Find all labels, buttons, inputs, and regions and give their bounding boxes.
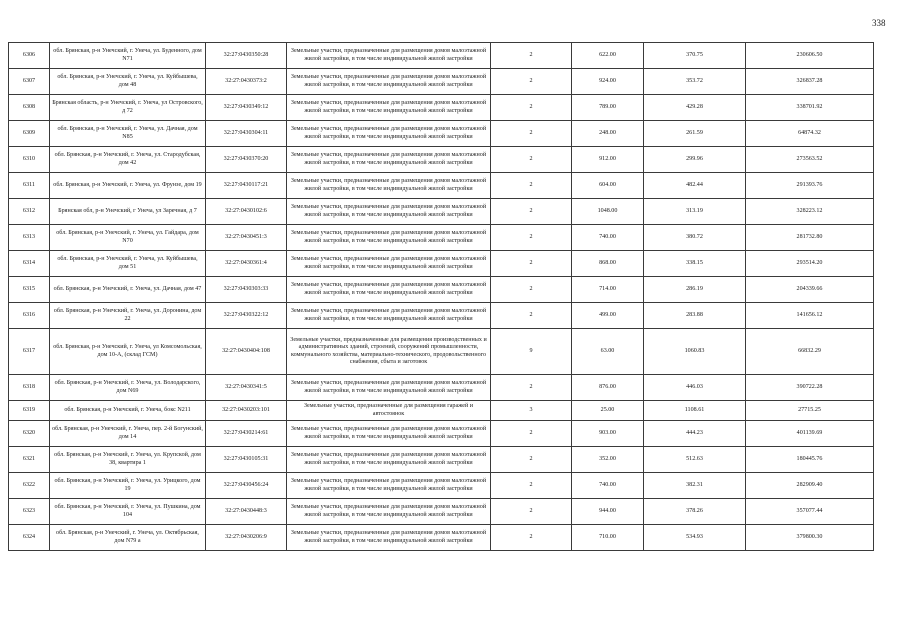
table-row [9,329,874,375]
land-use-cell: Земельные участки, предназначенные для размещения домов малоэтажной жилой застройки, в том числе индивидуальной жилой застройки [287,173,491,199]
area-cell: 714.00 [572,277,644,303]
land-use-cell: Земельные участки, предназначенные для размещения домов малоэтажной жилой застройки, в том числе индивидуальной жилой застройки [287,251,491,277]
land-use-cell: Земельные участки, предназначенные для размещения домов малоэтажной жилой застройки, в том числе индивидуальной жилой застройки [287,69,491,95]
table-row [9,121,874,147]
specific-value-cell: 380.72 [644,225,746,251]
address-cell: обл. Брянская, р-н Унечский, г. Унеча, ул. Урицкого, дом 19 [50,473,206,499]
area-cell: 499.00 [572,303,644,329]
specific-value-cell: 429.28 [644,95,746,121]
land-use-cell: Земельные участки, предназначенные для размещения домов малоэтажной жилой застройки, в том числе индивидуальной жилой застройки [287,147,491,173]
row-number-cell: 6323 [9,499,50,525]
use-group-cell: 2 [491,95,572,121]
cadastral-number-cell: 32:27:0430370:20 [206,147,287,173]
row-number-cell: 6314 [9,251,50,277]
land-use-cell: Земельные участки, предназначенные для размещения домов малоэтажной жилой застройки, в том числе индивидуальной жилой застройки [287,375,491,401]
cadastral-number-cell: 32:27:0430373:2 [206,69,287,95]
address-cell: обл. Брянская, р-н Унечский, г. Унеча, ул. Буденного, дом N71 [50,43,206,69]
cadastral-number-cell: 32:27:0430303:33 [206,277,287,303]
use-group-cell: 2 [491,421,572,447]
cadastral-value-cell: 64874.32 [746,121,874,147]
land-use-cell: Земельные участки, предназначенные для размещения домов малоэтажной жилой застройки, в том числе индивидуальной жилой застройки [287,303,491,329]
land-use-cell: Земельные участки, предназначенные для размещения домов малоэтажной жилой застройки, в том числе индивидуальной жилой застройки [287,43,491,69]
specific-value-cell: 444.23 [644,421,746,447]
specific-value-cell: 446.03 [644,375,746,401]
address-cell: обл. Брянская, р-н Унечский, г. Унеча, ул. Куйбышева, дом 48 [50,69,206,95]
row-number-cell: 6318 [9,375,50,401]
cadastral-number-cell: 32:27:0430322:12 [206,303,287,329]
specific-value-cell: 534.93 [644,525,746,551]
cadastral-value-cell: 326837.28 [746,69,874,95]
table-row [9,173,874,199]
specific-value-cell: 338.15 [644,251,746,277]
table-row [9,251,874,277]
cadastral-number-cell: 32:27:0430349:12 [206,95,287,121]
address-cell: обл. Брянская, р-н Унечский, г. Унеча, ул. Крупской, дом 38, квартира 1 [50,447,206,473]
row-number-cell: 6312 [9,199,50,225]
cadastral-value-cell: 328223.12 [746,199,874,225]
row-number-cell: 6307 [9,69,50,95]
cadastral-value-cell: 66832.29 [746,329,874,375]
area-cell: 622.00 [572,43,644,69]
address-cell: обл. Брянская, р-н Унечский, г. Унеча, ул. Стародубская, дом 42 [50,147,206,173]
use-group-cell: 2 [491,147,572,173]
area-cell: 789.00 [572,95,644,121]
cadastral-number-cell: 32:27:0430206:9 [206,525,287,551]
cadastral-value-cell: 291393.76 [746,173,874,199]
land-use-cell: Земельные участки, предназначенные для размещения производственных и административных зданий, строений, сооружений промышленности, коммунального хозяйства, материально-технического, продовольственного снабжения, сбыта и заготовок [287,329,491,375]
table-body [9,43,874,551]
cadastral-value-cell: 401139.69 [746,421,874,447]
row-number-cell: 6311 [9,173,50,199]
land-use-cell: Земельные участки, предназначенные для размещения домов малоэтажной жилой застройки, в том числе индивидуальной жилой застройки [287,199,491,225]
specific-value-cell: 353.72 [644,69,746,95]
address-cell: обл. Брянская, р-н Унечский, г. Унеча, ул. Дачная, дом N85 [50,121,206,147]
row-number-cell: 6320 [9,421,50,447]
specific-value-cell: 261.59 [644,121,746,147]
land-use-cell: Земельные участки, предназначенные для размещения домов малоэтажной жилой застройки, в том числе индивидуальной жилой застройки [287,473,491,499]
cadastral-number-cell: 32:27:0430102:6 [206,199,287,225]
area-cell: 710.00 [572,525,644,551]
cadastral-value-cell: 293514.20 [746,251,874,277]
table-row [9,421,874,447]
table-row [9,199,874,225]
use-group-cell: 2 [491,303,572,329]
land-use-cell: Земельные участки, предназначенные для размещения гаражей и автостоянок [287,401,491,421]
use-group-cell: 2 [491,525,572,551]
address-cell: обл. Брянская, р-н Унечский, г. Унеча, ул. Дачная, дом 47 [50,277,206,303]
cadastral-number-cell: 32:27:0430361:4 [206,251,287,277]
specific-value-cell: 283.88 [644,303,746,329]
table-row [9,375,874,401]
use-group-cell: 9 [491,329,572,375]
row-number-cell: 6313 [9,225,50,251]
land-use-cell: Земельные участки, предназначенные для размещения домов малоэтажной жилой застройки, в том числе индивидуальной жилой застройки [287,421,491,447]
area-cell: 1048.00 [572,199,644,225]
address-cell: обл. Брянская, р-н Унечский, г. Унеча, пер. 2-й Богунский, дом 14 [50,421,206,447]
cadastral-number-cell: 32:27:0430341:5 [206,375,287,401]
address-cell: обл. Брянская, р-н Унечский, г. Унеча, ул. Куйбышева, дом 51 [50,251,206,277]
address-cell: Брянская обл, р-н Унечский, г Унеча, ул Заречная, д 7 [50,199,206,225]
use-group-cell: 2 [491,277,572,303]
cadastral-number-cell: 32:27:0430203:101 [206,401,287,421]
specific-value-cell: 313.19 [644,199,746,225]
cadastral-value-cell: 204339.66 [746,277,874,303]
area-cell: 912.00 [572,147,644,173]
land-use-cell: Земельные участки, предназначенные для размещения домов малоэтажной жилой застройки, в том числе индивидуальной жилой застройки [287,499,491,525]
specific-value-cell: 1108.61 [644,401,746,421]
area-cell: 604.00 [572,173,644,199]
address-cell: обл. Брянская, р-н Унечский, г. Унеча, ул Комсомольская, дом 10-А, (склад ГСМ) [50,329,206,375]
use-group-cell: 2 [491,447,572,473]
cadastral-value-cell: 230606.50 [746,43,874,69]
land-use-cell: Земельные участки, предназначенные для размещения домов малоэтажной жилой застройки, в том числе индивидуальной жилой застройки [287,447,491,473]
land-use-cell: Земельные участки, предназначенные для размещения домов малоэтажной жилой застройки, в том числе индивидуальной жилой застройки [287,121,491,147]
row-number-cell: 6315 [9,277,50,303]
land-use-cell: Земельные участки, предназначенные для размещения домов малоэтажной жилой застройки, в том числе индивидуальной жилой застройки [287,525,491,551]
cadastral-value-cell: 379800.30 [746,525,874,551]
cadastral-number-cell: 32:27:0430451:3 [206,225,287,251]
cadastral-number-cell: 32:27:0430448:3 [206,499,287,525]
table-row [9,95,874,121]
cadastral-value-cell: 27715.25 [746,401,874,421]
use-group-cell: 2 [491,251,572,277]
row-number-cell: 6322 [9,473,50,499]
use-group-cell: 2 [491,43,572,69]
land-use-cell: Земельные участки, предназначенные для размещения домов малоэтажной жилой застройки, в том числе индивидуальной жилой застройки [287,95,491,121]
address-cell: Брянская область, р-н Унечский, г. Унеча, ул Островского, д 72 [50,95,206,121]
specific-value-cell: 370.75 [644,43,746,69]
specific-value-cell: 286.19 [644,277,746,303]
table-row [9,69,874,95]
address-cell: обл. Брянская, р-н Унечский, г. Унеча, ул. Доронина, дом 22 [50,303,206,329]
row-number-cell: 6316 [9,303,50,329]
use-group-cell: 2 [491,375,572,401]
cadastral-value-cell: 357077.44 [746,499,874,525]
area-cell: 63.00 [572,329,644,375]
area-cell: 740.00 [572,225,644,251]
cadastral-value-cell: 141656.12 [746,303,874,329]
table-row [9,525,874,551]
address-cell: обл. Брянская, р-н Унечский, г. Унеча, ул. Володарского, дом N69 [50,375,206,401]
address-cell: обл. Брянская, р-н Унечский, г. Унеча, ул. Октябрьская, дом N79 а [50,525,206,551]
row-number-cell: 6319 [9,401,50,421]
use-group-cell: 2 [491,69,572,95]
row-number-cell: 6310 [9,147,50,173]
area-cell: 868.00 [572,251,644,277]
use-group-cell: 2 [491,225,572,251]
use-group-cell: 2 [491,121,572,147]
area-cell: 924.00 [572,69,644,95]
table-row [9,147,874,173]
use-group-cell: 2 [491,473,572,499]
cadastral-number-cell: 32:27:0430350:28 [206,43,287,69]
row-number-cell: 6317 [9,329,50,375]
area-cell: 876.00 [572,375,644,401]
cadastral-number-cell: 32:27:0430105:31 [206,447,287,473]
table-row [9,277,874,303]
specific-value-cell: 512.63 [644,447,746,473]
specific-value-cell: 299.96 [644,147,746,173]
area-cell: 25.00 [572,401,644,421]
row-number-cell: 6308 [9,95,50,121]
table-row [9,473,874,499]
land-use-cell: Земельные участки, предназначенные для размещения домов малоэтажной жилой застройки, в том числе индивидуальной жилой застройки [287,225,491,251]
row-number-cell: 6324 [9,525,50,551]
address-cell: обл. Брянская, р-н Унечский, г. Унеча, ул. Фрунзе, дом 19 [50,173,206,199]
address-cell: обл. Брянская, р-н Унечский, г. Унеча, ул. Гайдара, дом N70 [50,225,206,251]
cadastral-value-cell: 282909.40 [746,473,874,499]
use-group-cell: 2 [491,499,572,525]
cadastral-number-cell: 32:27:0430117:21 [206,173,287,199]
row-number-cell: 6321 [9,447,50,473]
cadastral-value-cell: 338701.92 [746,95,874,121]
use-group-cell: 2 [491,199,572,225]
table-row [9,447,874,473]
specific-value-cell: 482.44 [644,173,746,199]
address-cell: обл. Брянская, р-н Унечский, г. Унеча, ул. Пушкина, дом 104 [50,499,206,525]
table-row [9,43,874,69]
specific-value-cell: 382.31 [644,473,746,499]
table-row [9,401,874,421]
row-number-cell: 6309 [9,121,50,147]
row-number-cell: 6306 [9,43,50,69]
table-row [9,225,874,251]
specific-value-cell: 1060.83 [644,329,746,375]
land-use-cell: Земельные участки, предназначенные для размещения домов малоэтажной жилой застройки, в том числе индивидуальной жилой застройки [287,277,491,303]
cadastral-value-cell: 390722.28 [746,375,874,401]
area-cell: 740.00 [572,473,644,499]
area-cell: 903.00 [572,421,644,447]
cadastral-number-cell: 32:27:0430456:24 [206,473,287,499]
table-row [9,499,874,525]
cadastral-value-cell: 273563.52 [746,147,874,173]
area-cell: 352.00 [572,447,644,473]
use-group-cell: 2 [491,173,572,199]
page-number: 338 [872,18,886,28]
cadastral-value-cell: 180445.76 [746,447,874,473]
table-row [9,303,874,329]
cadastral-number-cell: 32:27:0430214:61 [206,421,287,447]
land-plot-table [8,42,874,551]
use-group-cell: 3 [491,401,572,421]
cadastral-number-cell: 32:27:0430304:11 [206,121,287,147]
area-cell: 248.00 [572,121,644,147]
area-cell: 944.00 [572,499,644,525]
address-cell: обл. Брянская, р-н Унечский, г. Унеча, бокс N211 [50,401,206,421]
cadastral-value-cell: 281732.80 [746,225,874,251]
cadastral-number-cell: 32:27:0430404:108 [206,329,287,375]
specific-value-cell: 378.26 [644,499,746,525]
